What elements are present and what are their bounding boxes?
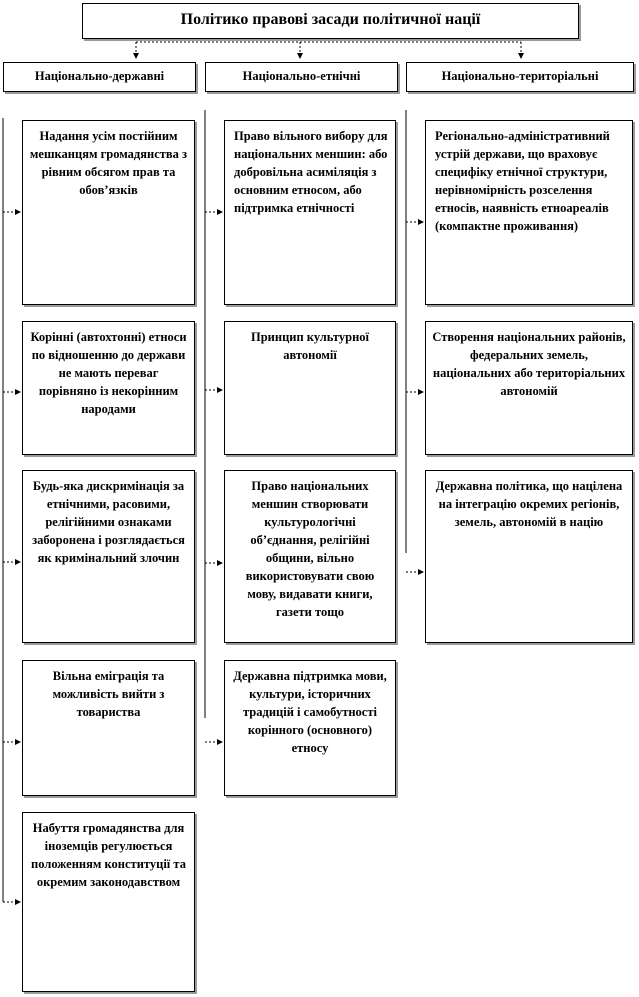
national-state-item-4: Вільна еміграція та можливість вийти з товариства xyxy=(22,660,195,796)
national-state-item-3: Будь-яка дискримінація за етнічними, расовими, релігійними ознаками заборонена і розглядається як кримінальний злочин xyxy=(22,470,195,643)
header-national-ethnic: Національно-етнічні xyxy=(205,62,398,92)
national-territorial-item-2: Створення національних районів, федеральних земель, національних або територіальних автономій xyxy=(425,321,633,455)
national-state-item-2: Корінні (автохтонні) етноси по відношенню до держави не мають переваг порівняно із некорінним народами xyxy=(22,321,195,455)
diagram-title: Політико правові засади політичної нації xyxy=(82,3,579,39)
national-state-item-5: Набуття громадянства для іноземців регулюється положенням конституції та окремим законодавством xyxy=(22,812,195,992)
national-ethnic-item-1: Право вільного вибору для національних меншин: або добровільна асиміляція з основним етносом, або підтримка етнічності xyxy=(224,120,396,305)
header-national-state: Національно-державні xyxy=(3,62,196,92)
national-ethnic-item-3: Право національних меншин створювати культурологічні об’єднання, релігійні общини, вільно використовувати свою мову, видавати книги, газети тощо xyxy=(224,470,396,643)
national-state-item-1: Надання усім постійним мешканцям громадянства з рівним обсягом прав та обов’язків xyxy=(22,120,195,305)
national-territorial-item-1: Регіонально-адміністративний устрій держави, що враховує специфіку етнічної структури, нерівномірність розселення етносів, наявність етноареалів (компактне проживання) xyxy=(425,120,633,305)
national-ethnic-item-2: Принцип культурної автономії xyxy=(224,321,396,455)
national-territorial-item-3: Державна політика, що націлена на інтеграцію окремих регіонів, земель, автономій в націю xyxy=(425,470,633,643)
national-ethnic-item-4: Державна підтримка мови, культури, історичних традицій і самобутності корінного (основного) етносу xyxy=(224,660,396,796)
header-national-territorial: Національно-територіальні xyxy=(406,62,634,92)
